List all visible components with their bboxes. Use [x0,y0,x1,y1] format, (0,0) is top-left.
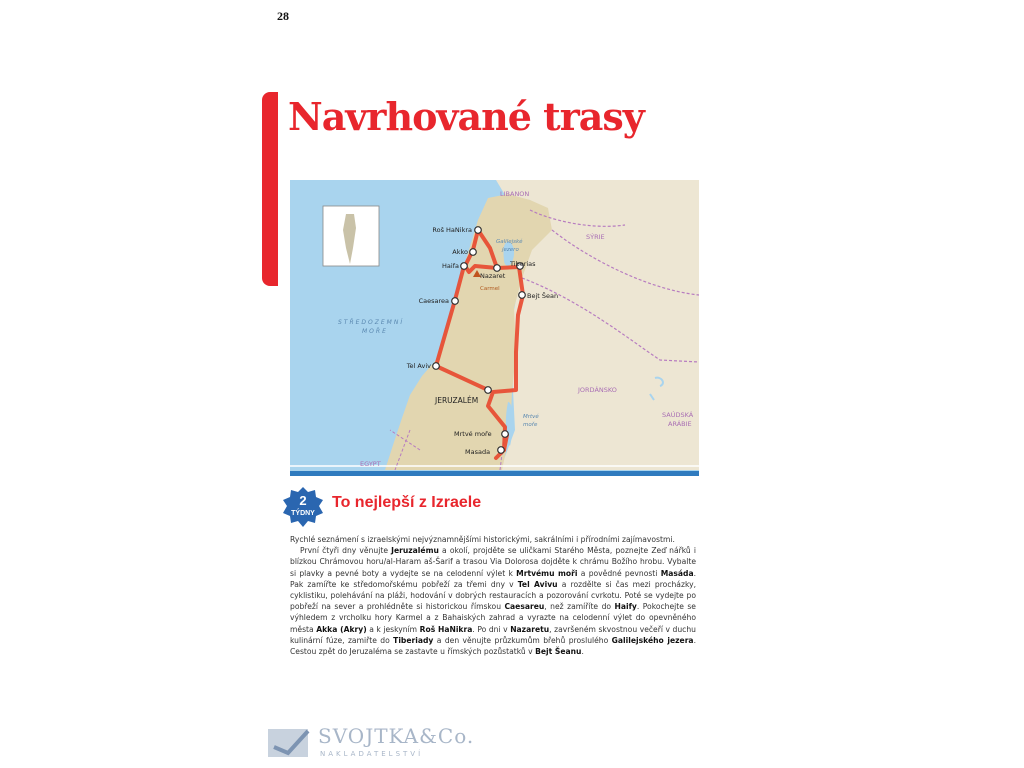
section-heading [282,486,702,526]
label-haifa: Haifa [442,262,459,270]
stop-tel-aviv [433,363,440,370]
page-title: Navrhované trasy [288,94,644,139]
label-carmel: Carmel [480,286,500,292]
itinerary-paragraph: První čtyři dny věnujte Jeruzalému a okolí, projděte se uličkami Starého Města, poznejte Zeď nářků i blízkou Chrámovou horu/al-Haram aš-Šarif a trasou Via Dolorosa dojděte k chrámu Božího hrobu. Vybalte si plavky a pevné boty a vydejte se na celodenní výlet k Mrtvému moři a povědné pevnosti Masáda. Pak zamířte ke středomořskému pobřeží za třemi dny v Tel Avivu a rozdělte si čas mezi procházky, cyklistiku, polehávání na pláži, hodování v dobrých restauracích a pozorování cvrkotu. Poté se vydejte po pobřeží na sever a prohlédněte si historickou římskou Caesareu, než zamíříte do Haify. Pokochejte se výhledem z vrcholku hory Karmel a z Bahaiských zahrad a vyrazte na celodenní výlet do opevněného města Akka (Akry) a k jeskyním Roš HaNikra. Po dni v Nazaretu, završeném skvostnou večeří v duchu kulinární fúze, zamiřte do Tiberiady a den věnujte průzkumům břehů proslulého Galilejského jezera. Cestou zpět do Jeruzaléma se zastavte u římských pozůstatků v Bejt Šeanu. [290,546,696,657]
stop-nazaret [494,265,501,272]
stop-ros-hanikra [475,227,482,234]
label-bejt-sean: Bejt Šean [527,292,559,300]
label-ros-hanikra: Roš HaNikra [432,226,472,234]
duration-badge [282,486,324,528]
bold-place-name: Jeruzalému [391,546,439,556]
label-mrtve-more: Mrtvé moře [454,430,492,438]
bold-place-name: Haify [614,602,637,612]
stop-masada [498,447,505,454]
label-libanon: LIBANON [500,190,530,198]
label-deadsea-2: moře [523,422,538,428]
bold-place-name: Roš HaNikra [419,624,473,634]
bold-place-name: Tel Avivu [517,579,558,589]
publisher-name: SVOJTKA&Co. [318,724,475,748]
label-tiberias: Tiberias [510,260,536,268]
stop-bejt-sean [519,292,526,299]
stop-jeruzalem [485,387,492,394]
map-bottom-bar [290,471,699,476]
section-title: To nejlepší z Izraele [332,494,482,511]
label-sea-1: STŘEDOZEMNÍ [338,319,405,326]
publisher-logo [268,722,475,762]
bold-place-name: Masáda [660,568,694,578]
label-masada: Masada [465,448,491,456]
bold-place-name: Bejt Šeanu [535,647,582,657]
label-egypt: EGYPT [360,460,381,468]
label-jeruzalem: JERUZALÉM [435,396,479,405]
label-deadsea-1: Mrtvé [523,414,539,420]
route-map-svg [290,180,699,476]
label-saudska-1: SAÚDSKÁ [662,411,694,419]
label-sea-2: MOŘE [362,328,388,335]
bold-place-name: Caesareu [504,602,545,612]
bold-place-name: Galilejského jezera [611,635,694,645]
route-map [290,180,699,476]
label-galilee-1: Galilejské [496,239,523,245]
label-syrie: SÝRIE [586,233,605,241]
bold-place-name: Tiberiady [393,635,434,645]
chapter-tab-marker [262,92,278,286]
label-galilee-2: jezero [502,247,519,253]
bold-place-name: Akka (Akry) [316,624,367,634]
badge-unit: TÝDNY [291,510,315,517]
label-akko: Akko [452,248,468,256]
bold-place-name: Mrtvému moři [516,568,578,578]
stop-akko [470,249,477,256]
body-text [290,534,696,657]
label-tel-aviv: Tel Aviv [406,362,431,370]
label-nazaret: Nazaret [480,272,506,280]
stop-haifa [461,263,468,270]
publisher-subtitle: NAKLADATELSTVÍ [320,750,424,758]
label-jordansko: JORDÁNSKO [578,386,617,394]
badge-number: 2 [299,493,307,508]
page-number: 28 [277,9,289,23]
stop-mrtve-more [502,431,509,438]
book-icon [268,725,312,759]
label-caesarea: Caesarea [418,297,449,305]
stop-caesarea [452,298,459,305]
label-saudska-2: ARÁBIE [668,420,692,428]
intro-paragraph: Rychlé seznámení s izraelskými nejvýznamnějšími historickými, sakrálními i přírodními zajímavostmi. [290,535,675,544]
bold-place-name: Nazaretu [510,624,550,634]
